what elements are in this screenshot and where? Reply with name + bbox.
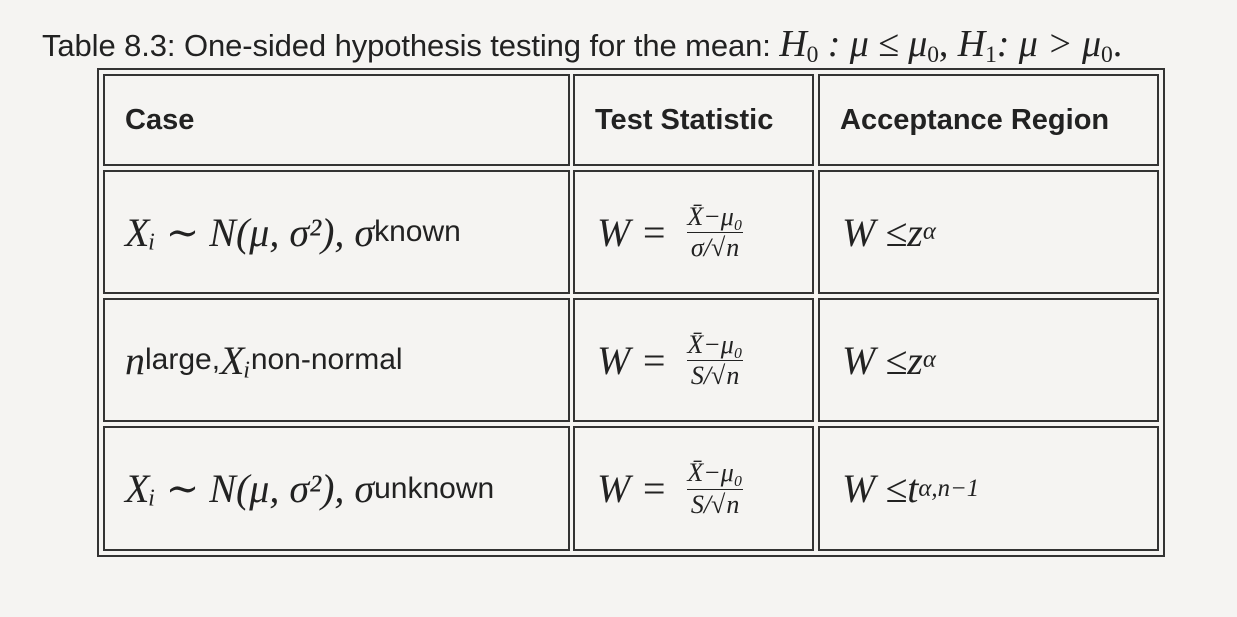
hypothesis-table bbox=[97, 68, 1165, 557]
row2-region-lhs: W ≤ bbox=[842, 337, 908, 383]
caption-period: . bbox=[1112, 23, 1123, 65]
caption-hypotheses bbox=[779, 23, 1123, 68]
row1-test-statistic bbox=[573, 170, 814, 294]
h0-relation: : μ ≤ μ bbox=[818, 23, 928, 65]
row3-case-text: unknown bbox=[374, 471, 495, 505]
row3-denominator: S/√n bbox=[687, 489, 744, 518]
row2-case-math: Xᵢ bbox=[220, 337, 251, 383]
row1-region-var: z bbox=[907, 209, 923, 255]
header-acceptance-region: Acceptance Region bbox=[818, 74, 1159, 166]
row1-region-lhs: W ≤ bbox=[842, 209, 908, 255]
row3-case-math: Xᵢ ∼ N(μ, σ²), σ bbox=[125, 466, 375, 511]
header-case: Case bbox=[103, 74, 570, 166]
row1-den-root: n bbox=[726, 233, 740, 262]
h0-symbol: H bbox=[779, 23, 807, 65]
row2-stat-lhs bbox=[597, 337, 667, 384]
row3-stat-lhs bbox=[597, 465, 667, 512]
row2-case-large: large, bbox=[145, 343, 221, 376]
row2-case bbox=[103, 298, 570, 422]
h1-symbol: H bbox=[957, 23, 986, 65]
table-caption bbox=[42, 22, 1122, 66]
row3-den-root: n bbox=[726, 489, 740, 519]
row2-fraction bbox=[683, 331, 747, 390]
row1-case bbox=[103, 170, 570, 294]
h0-subscript: 0 bbox=[806, 41, 819, 68]
row3-case bbox=[103, 426, 570, 551]
row3-den-prefix: S/ bbox=[690, 489, 712, 519]
h1-subscript: 1 bbox=[985, 41, 997, 68]
row3-fraction bbox=[683, 459, 747, 518]
row3-region-lhs: W ≤ bbox=[842, 466, 908, 511]
mu0-subscript-2: 0 bbox=[1101, 41, 1113, 68]
row1-fraction bbox=[683, 203, 747, 262]
row1-denominator: σ/√n bbox=[687, 232, 743, 261]
row2-region-var: z bbox=[907, 337, 923, 383]
row3-region-var: t bbox=[907, 466, 919, 511]
row2-denominator: S/√n bbox=[687, 360, 744, 389]
h1-relation: : μ > μ bbox=[996, 23, 1101, 65]
row1-stat-lhs bbox=[597, 209, 667, 256]
row2-stat-lhs-text: W = bbox=[597, 337, 668, 383]
caption-prefix: Table 8.3: One-sided hypothesis testing for the mean: bbox=[42, 28, 780, 63]
row2-numerator: X̄−μ₀ bbox=[687, 329, 743, 359]
row2-den-prefix: S/ bbox=[690, 361, 712, 390]
row1-acceptance-region: W ≤ z α bbox=[818, 170, 1159, 294]
row1-den-prefix: σ/ bbox=[690, 233, 711, 262]
row1-case-text: known bbox=[374, 215, 461, 248]
row1-case-math: Xᵢ ∼ N(μ, σ²), σ bbox=[125, 209, 375, 255]
row3-test-statistic bbox=[573, 426, 814, 551]
row2-den-root: n bbox=[726, 361, 740, 390]
header-test-statistic: Test Statistic bbox=[573, 74, 814, 166]
row2-case-n: n bbox=[125, 337, 145, 383]
row3-numerator: X̄−μ₀ bbox=[687, 458, 743, 488]
mu0-subscript: 0 bbox=[927, 41, 939, 68]
row3-acceptance-region: W ≤ t α,n−1 bbox=[818, 426, 1159, 551]
caption-comma: , bbox=[938, 23, 958, 65]
row1-numerator: X̄−μ₀ bbox=[687, 201, 743, 231]
row1-stat-lhs-text: W = bbox=[597, 209, 668, 255]
row2-acceptance-region: W ≤ z α bbox=[818, 298, 1159, 422]
row2-case-text: non-normal bbox=[250, 343, 403, 376]
row2-test-statistic bbox=[573, 298, 814, 422]
row3-stat-lhs-text: W = bbox=[597, 466, 668, 511]
